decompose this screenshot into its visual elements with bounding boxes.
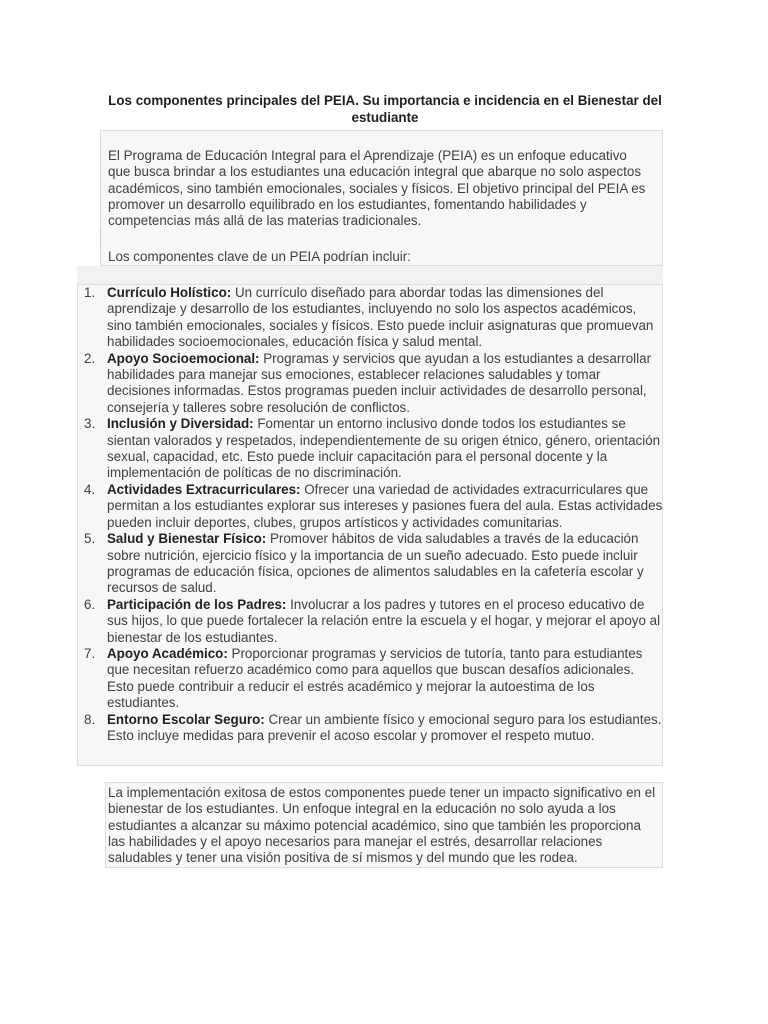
list-item-text: Involucrar a los padres y tutores en el proceso educativo de sus hijos, lo que puede fortalecer la relación entre la escuela y el hogar, y mejorar el apoyo al bienestar de los estudiantes.	[107, 596, 661, 645]
list-item	[84, 531, 664, 597]
list-item-text: Programas y servicios que ayudan a los estudiantes a desarrollar habilidades para manejar sus emociones, establecer relaciones saludables y tomar decisiones informadas. Estos programas pueden incluir actividades de desarrollo personal, consejería y talleres sobre resolución de conflictos.	[107, 350, 652, 415]
list-item-text: Promover hábitos de vida saludables a través de la educación sobre nutrición, ejercicio físico y la importancia de un sueño adecuado. Esto puede incluir programas de educación física, opciones de alimentos saludables en la cafetería escolar y recursos de salud.	[107, 531, 644, 596]
list-item-text: Ofrecer una variedad de actividades extracurriculares que permitan a los estudiantes explorar sus intereses y pasiones fuera del aula. Estas actividades pueden incluir deportes, clubes, grupos artísticos y actividades comunitarias.	[107, 481, 663, 530]
intro-paragraph: El Programa de Educación Integral para el Aprendizaje (PEIA) es un enfoque educativo que busca brindar a los estudiantes una educación integral que abarque no solo aspectos académicos, sino también emocionales, sociales y físicos. El objetivo principal del PEIA es promover un desarrollo equilibrado en los estudiantes, fomentando habilidades y competencias más allá de las materias tradicionales.	[108, 148, 646, 229]
list-item	[84, 416, 664, 482]
list-item-number: 8.	[84, 711, 96, 727]
list-item	[84, 285, 664, 351]
document-title: Los componentes principales del PEIA. Su importancia e incidencia en el Bienestar del estudiante	[108, 93, 662, 125]
list-item-text: Un currículo diseñado para abordar todas las dimensiones del aprendizaje y desarrollo de los estudiantes, incluyendo no solo los aspectos académicos, sino también emocionales, sociales y físicos. Esto puede incluir asignaturas que promuevan habilidades socioemocionales, educación física y salud mental.	[107, 285, 654, 350]
list-item	[84, 351, 664, 417]
list-item-number: 7.	[84, 645, 96, 661]
list-item	[84, 646, 664, 712]
list-item-term: Participación de los Padres:	[107, 596, 287, 612]
list-item	[84, 482, 664, 531]
list-item-term: Actividades Extracurriculares:	[107, 481, 301, 497]
list-item-term: Entorno Escolar Seguro:	[107, 711, 265, 727]
list-item-term: Inclusión y Diversidad:	[107, 416, 254, 432]
list-item-number: 2.	[84, 350, 96, 366]
list-item-term: Apoyo Académico:	[107, 645, 228, 661]
list-item-text: Fomentar un entorno inclusivo donde todos los estudiantes se sientan valorados y respetados, independientemente de su origen étnico, género, orientación sexual, capacidad, etc. Esto puede incluir capacitación para el personal docente y la implementación de políticas de no discriminación.	[107, 416, 661, 481]
list-item-number: 4.	[84, 481, 96, 497]
list-item-number: 5.	[84, 531, 96, 547]
separator-strip	[77, 266, 663, 284]
list-item	[84, 597, 664, 646]
list-item-term: Currículo Holístico:	[107, 285, 232, 300]
list-item-text: Proporcionar programas y servicios de tutoría, tanto para estudiantes que necesitan refuerzo académico como para aquellos que buscan desafíos adicionales. Esto puede contribuir a reducir el estrés académico y mejorar la autoestima de los estudiantes.	[107, 645, 643, 711]
margin-marker	[100, 228, 101, 248]
list-item-number: 6.	[84, 596, 96, 612]
lead-in-paragraph: Los componentes clave de un PEIA podrían incluir:	[108, 249, 411, 264]
list-item-term: Apoyo Socioemocional:	[107, 350, 260, 366]
list-item-text: Crear un ambiente físico y emocional seguro para los estudiantes. Esto incluye medidas para prevenir el acoso escolar y promover el respeto mutuo.	[107, 711, 662, 743]
conclusion-paragraph: La implementación exitosa de estos componentes puede tener un impacto significativo en el bienestar de los estudiantes. Un enfoque integral en la educación no solo ayuda a los estudiantes a alcanzar su máximo potencial académico, sino que también les proporciona las habilidades y el apoyo necesarios para manejar el estrés, desarrollar relaciones saludables y tener una visión positiva de sí mismos y del mundo que les rodea.	[108, 785, 656, 866]
list-item-number: 1.	[84, 285, 96, 300]
list-item-number: 3.	[84, 416, 96, 432]
components-list	[84, 285, 664, 744]
list-item	[84, 712, 664, 745]
list-item-term: Salud y Bienestar Físico:	[107, 531, 267, 547]
